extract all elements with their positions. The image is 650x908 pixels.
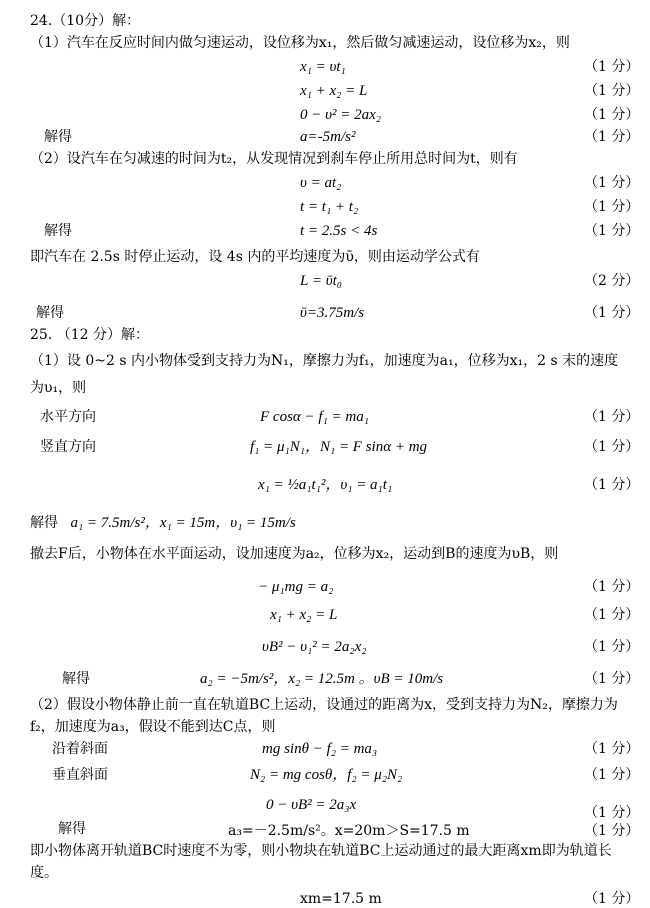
points: （1 分） xyxy=(584,607,640,623)
equation: x₁ + x₂ = L xyxy=(270,607,338,623)
solve-label: 解得 xyxy=(44,129,72,145)
q24-header: 24.（10分）解： xyxy=(30,13,141,29)
points: （1 分） xyxy=(584,59,640,75)
points: （1 分） xyxy=(584,741,640,757)
q25-part2-text: 撤去F后，小物体在水平面运动，设加速度为a₂，位移为x₂，运动到B的速度为υB，则 xyxy=(30,546,559,562)
equation: a₃=－2.5m/s²。x=20m＞S=17.5 m xyxy=(228,823,470,839)
points: （1 分） xyxy=(584,305,640,321)
points: （1 分） xyxy=(584,823,640,839)
points: （2 分） xyxy=(584,273,640,289)
solve-label: 解得 xyxy=(58,821,86,837)
q25-part4-text: 即小物体离开轨道BC时速度不为零，则小物块在轨道BC上运动通过的最大距离xm即为轨道长度。 xyxy=(30,843,612,881)
points: （1 分） xyxy=(584,107,640,123)
equation: F cosα − f₁ = ma₁ xyxy=(260,409,369,425)
points: （1 分） xyxy=(584,129,640,145)
solve-label: 解得 xyxy=(36,305,64,321)
equation: 0 − υB² = 2a₃x xyxy=(266,797,357,813)
equation: ῡ=3.75m/s xyxy=(300,305,365,321)
points: （1 分） xyxy=(584,223,640,239)
equation: t = t₁ + t₂ xyxy=(300,199,359,215)
equation: υ = at₂ xyxy=(300,175,342,191)
equation: x₁ = ½a₁t₁²，υ₁ = a₁t₁ xyxy=(258,477,393,493)
equation: mg sinθ − f₂ = ma₃ xyxy=(262,741,378,757)
points: （1 分） xyxy=(584,199,640,215)
vertical-label: 竖直方向 xyxy=(40,439,96,455)
points: （1 分） xyxy=(584,439,640,455)
solve-label: 解得 xyxy=(44,223,72,239)
horizontal-label: 水平方向 xyxy=(40,409,96,425)
solve-label: 解得 xyxy=(30,515,58,531)
points: （1 分） xyxy=(584,83,640,99)
points: （1 分） xyxy=(584,891,640,907)
perpendicular-slope-label: 垂直斜面 xyxy=(52,767,108,783)
q25-part3-text: （2）假设小物体静止前一直在轨道BC上运动，设通过的距离为x，受到支持力为N₂，摩擦力为f₂，加速度为a₃，假设不能到达C点，则 xyxy=(30,697,618,735)
solve-row xyxy=(30,514,296,532)
equation: N₂ = mg cosθ，f₂ = μ₂N₂ xyxy=(250,767,403,783)
points: （1 分） xyxy=(584,671,640,687)
equation: f₁ = μ₁N₁，N₁ = F sinα + mg xyxy=(250,439,428,455)
equation: 0 − υ² = 2ax₂ xyxy=(300,107,381,123)
points: （1 分） xyxy=(584,477,640,493)
equation: a₂ = −5m/s²，x₂ = 12.5m 。υB = 10m/s xyxy=(200,671,444,687)
along-slope-label: 沿着斜面 xyxy=(52,741,108,757)
equation: x₁ + x₂ = L xyxy=(300,83,368,99)
points: （1 分） xyxy=(584,175,640,191)
q24-part3-text: 即汽车在 2.5s 时停止运动，设 4s 内的平均速度为ῡ，则由运动学公式有 xyxy=(30,249,480,265)
q25-part1-text: （1）设 0~2 s 内小物体受到支持力为N₁，摩擦力为f₁，加速度为a₁，位移为x₁，2 s 末的速度为υ₁，则 xyxy=(30,353,619,396)
solve-label: 解得 xyxy=(62,671,90,687)
q25-header: 25. （12 分）解： xyxy=(30,327,149,343)
points: （1 分） xyxy=(584,409,640,425)
equation: xm=17.5 m xyxy=(300,891,382,907)
equation: − μ₁mg = a₂ xyxy=(258,579,334,595)
equation: υB² − υ₁² = 2a₂x₂ xyxy=(262,639,367,655)
equation: a₁ = 7.5m/s²，x₁ = 15m，υ₁ = 15m/s xyxy=(70,515,296,531)
equation: L = ῡt₀ xyxy=(300,273,342,289)
points: （1 分） xyxy=(584,639,640,655)
q24-part1-text: （1）汽车在反应时间内做匀速运动，设位移为x₁，然后做匀减速运动，设位移为x₂，则 xyxy=(30,35,570,51)
equation: x₁ = υt₁ xyxy=(300,59,346,75)
equation: t = 2.5s < 4s xyxy=(300,223,378,239)
points: （1 分） xyxy=(584,579,640,595)
points: （1 分） xyxy=(584,767,640,783)
points: （1 分） xyxy=(584,805,640,821)
equation: a=-5m/s² xyxy=(300,129,356,145)
q24-part2-text: （2）设汽车在匀减速的时间为t₂，从发现情况到刹车停止所用总时间为t，则有 xyxy=(30,151,518,167)
